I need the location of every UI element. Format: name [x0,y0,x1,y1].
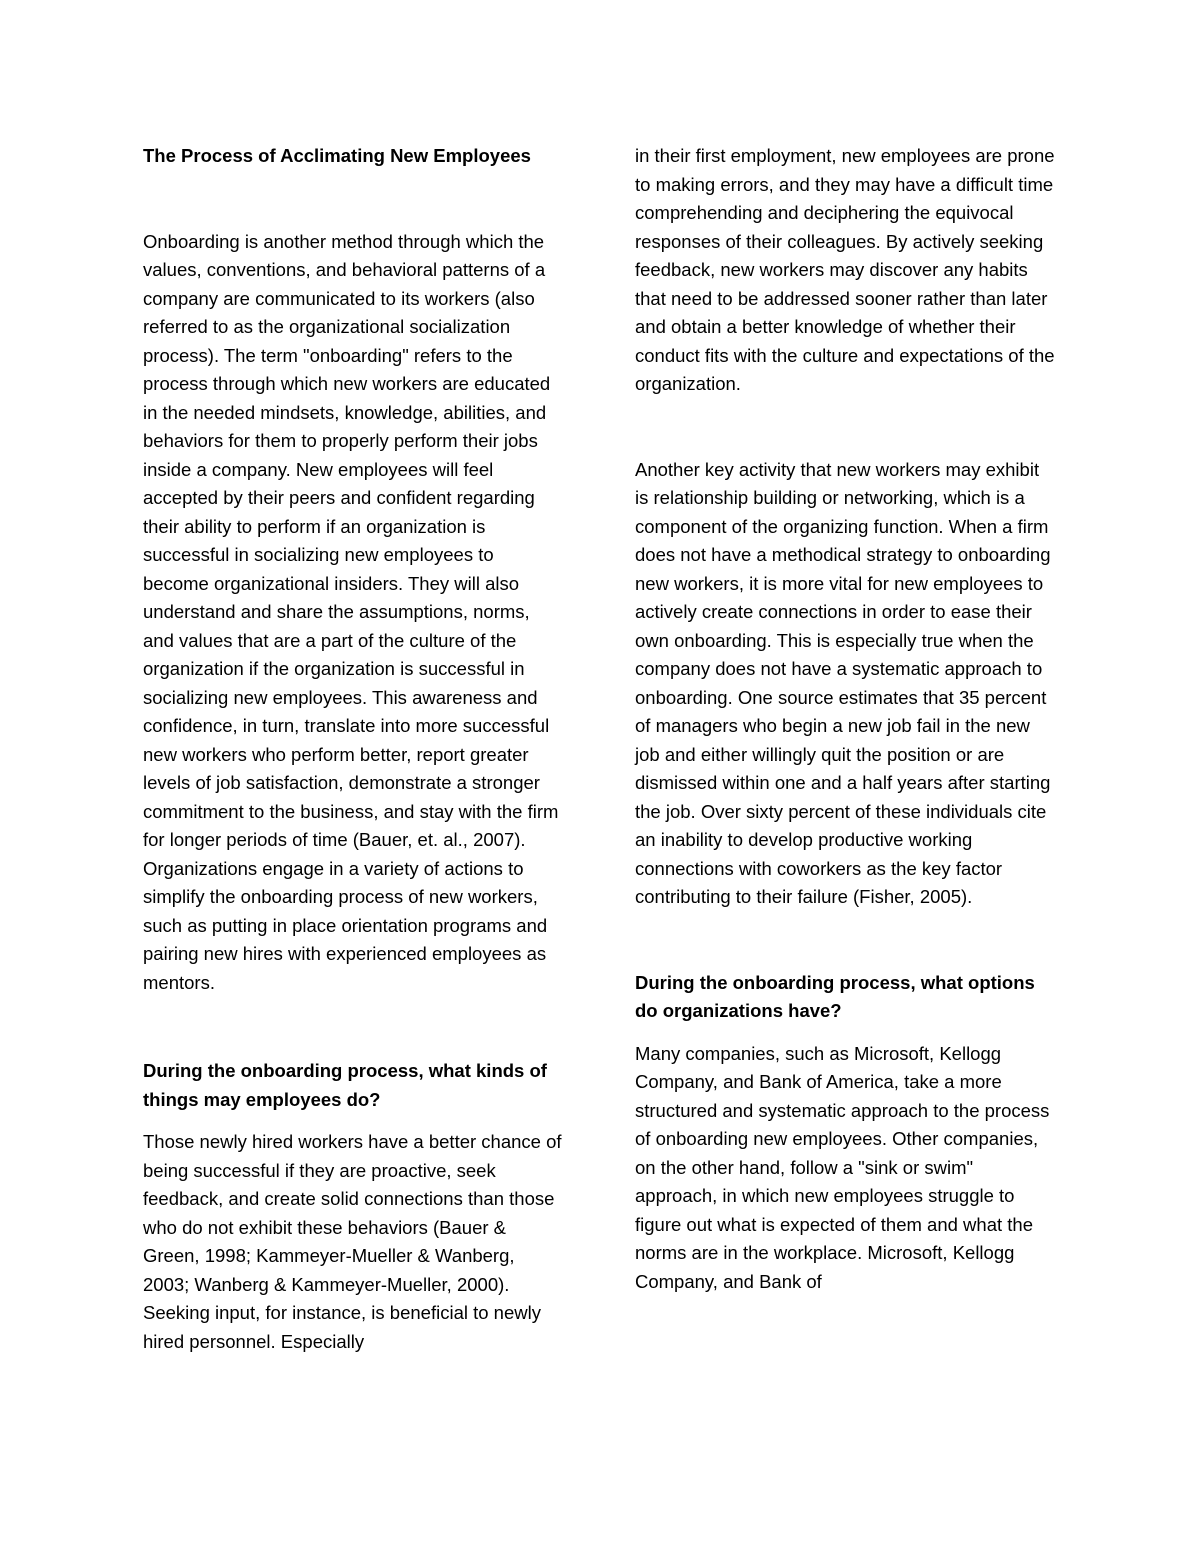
spacer [143,997,563,1057]
left-column [143,142,563,1356]
spacer [635,399,1055,456]
section-heading-employees: During the onboarding process, what kinds of things may employees do? [143,1060,547,1110]
intro-paragraph: Onboarding is another method through which the values, conventions, and behavioral patterns of a company are communicated to its workers (also referred to as the organizational socialization process). The term "onboarding" refers to the process through which new workers are educated in the needed mindsets, knowledge, abilities, and behaviors for them to properly perform their jobs inside a company. New employees will feel accepted by their peers and confident regarding their ability to perform if an organization is successful in socializing new employees to become organizational insiders. They will also understand and share the assumptions, norms, and values that are a part of the culture of the organization if the organization is successful in socializing new employees. This awareness and confidence, in turn, translate into more successful new workers who perform better, report greater levels of job satisfaction, demonstrate a stronger commitment to the business, and stay with the firm for longer periods of time (Bauer, et. al., 2007). Organizations engage in a variety of actions to simplify the onboarding process of new workers, such as putting in place orientation programs and pairing new hires with experienced employees as mentors. [143,230,559,993]
continuation-paragraph: in their first employment, new employees are prone to making errors, and they may have a difficult time comprehending and deciphering the equivocal responses of their colleagues. By actively seeking feedback, new workers may discover any habits that need to be addressed sooner rather than later and obtain a better knowledge of whether their conduct fits with the culture and expectations of the organization. [635,145,1055,394]
section-heading-organizations: During the onboarding process, what options do organizations have? [635,971,1035,1021]
networking-paragraph: Another key activity that new workers may exhibit is relationship building or networking, which is a component of the organizing function. When a firm does not have a methodical strategy to onboarding new workers, it is more vital for new employees to actively create connections in order to ease their own onboarding. This is especially true when the company does not have a systematic approach to onboarding. One source estimates that 35 percent of managers who begin a new job fail in the new job and either willingly quit the position or are dismissed within one and a half years after starting the job. Over sixty percent of these individuals cite an inability to develop productive working connections with coworkers as the key factor contributing to their failure (Fisher, 2005). [635,458,1051,907]
spacer [635,912,1055,969]
employees-paragraph: Those newly hired workers have a better chance of being successful if they are proactive, seek feedback, and create solid connections than those who do not exhibit these behaviors (Bauer & Green, 1998; Kammeyer-Mueller & Wanberg, 2003; Wanberg & Kammeyer-Mueller, 2000). Seeking input, for instance, is beneficial to newly hired personnel. Especially [143,1131,562,1352]
organizations-paragraph: Many companies, such as Microsoft, Kellogg Company, and Bank of America, take a more structured and systematic approach to the process of onboarding new employees. Other companies, on the other hand, follow a "sink or swim" approach, in which new employees struggle to figure out what is expected of them and what the norms are in the workplace. Microsoft, Kellogg Company, and Bank of [635,1042,1050,1292]
right-column [635,142,1055,1296]
document-title: The Process of Acclimating New Employees [143,145,531,166]
